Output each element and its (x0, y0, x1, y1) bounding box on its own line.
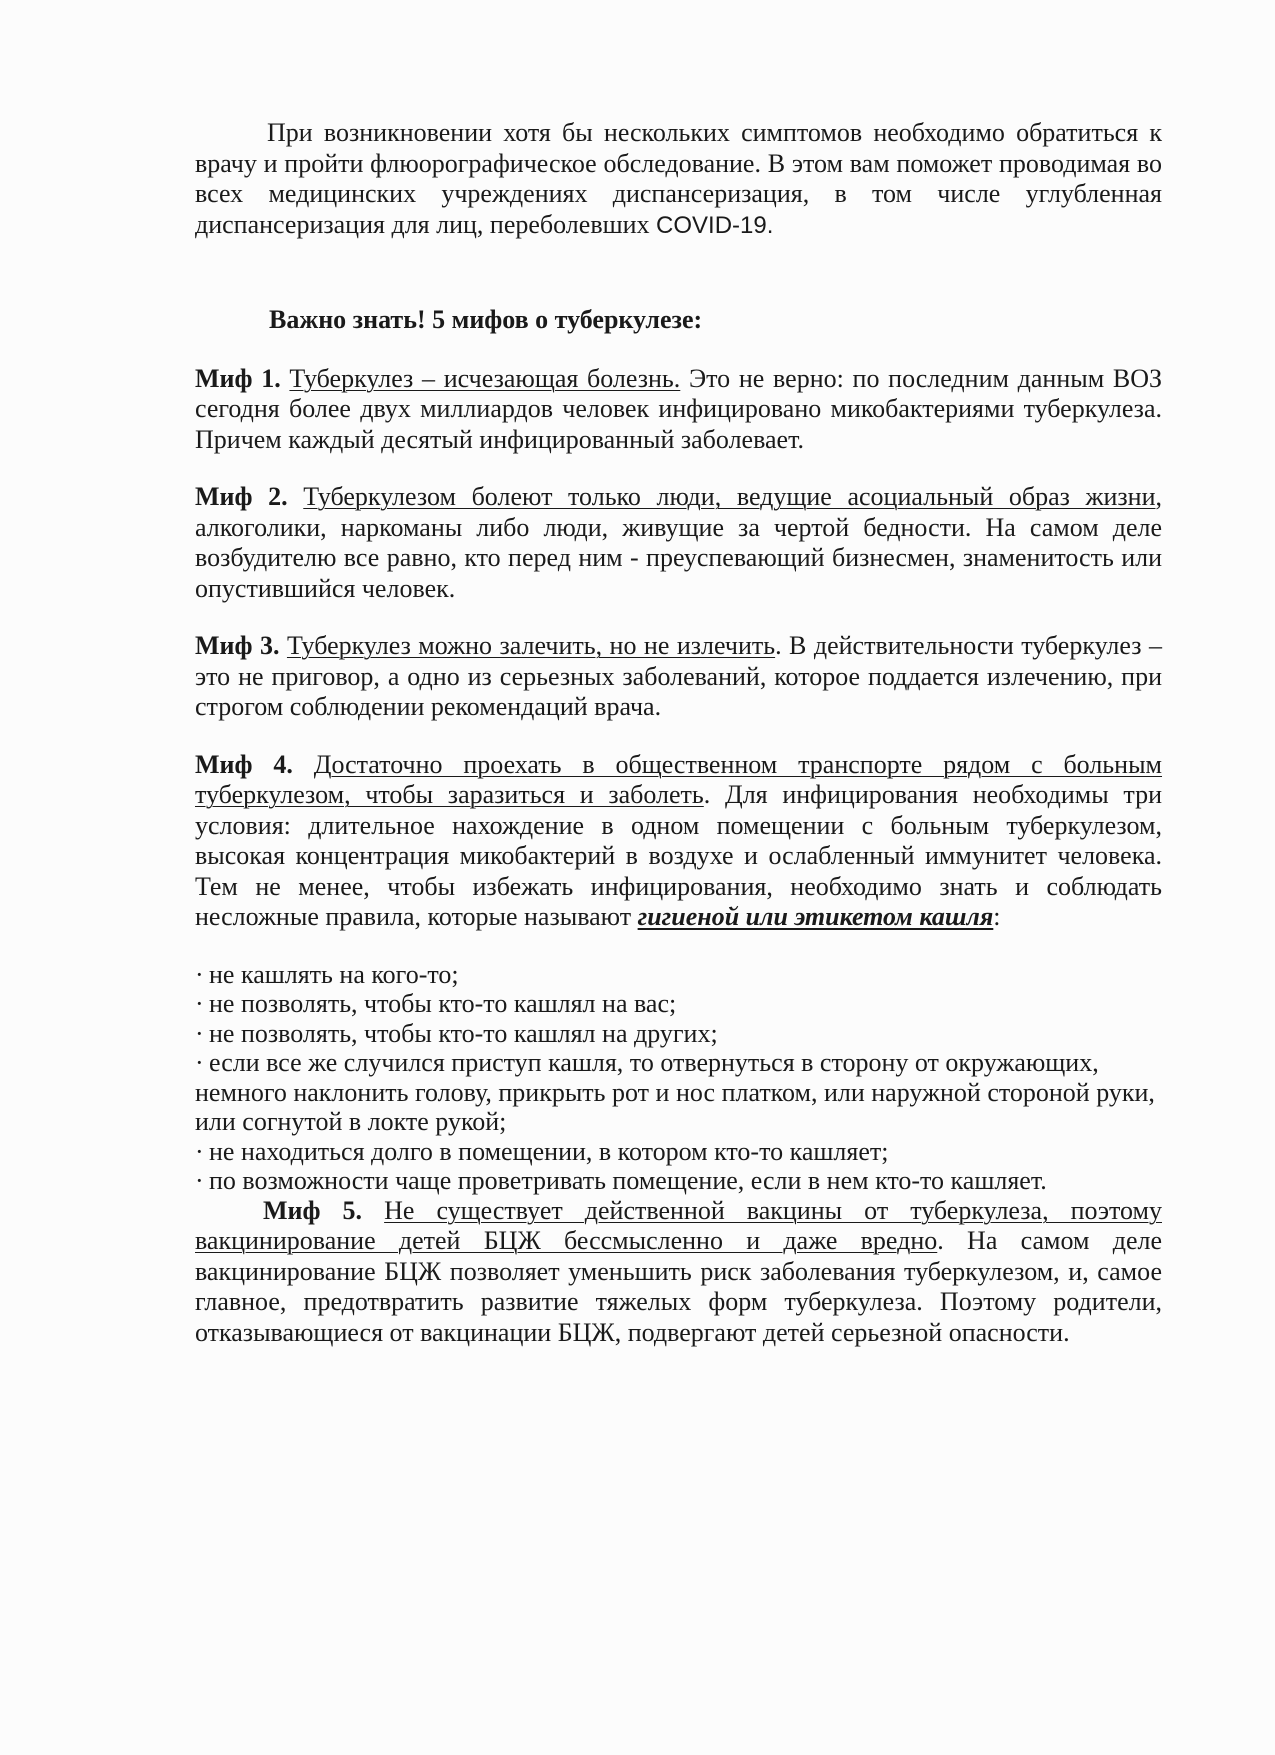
document-body (195, 118, 1162, 1348)
myth-1-label: Миф 1. (195, 363, 281, 393)
myth-5-explanation: . На самом деле вакцинирование БЦЖ позволяет уменьшить риск заболевания туберкулезом, и, самое главное, предотвратить развитие тяжелых форм туберкулеза. Поэтому родители, отказывающиеся от вакцинации БЦЖ, подвергают детей серьезной опасности. (195, 1226, 1162, 1347)
bullet-icon: · (195, 1048, 204, 1077)
myth-2-explanation: , алкоголики, наркоманы либо люди, живущие за чертой бедности. На самом деле возбудителю все равно, кто перед ним - преуспевающий бизнесмен, знаменитость или опустившийся человек. (195, 482, 1163, 603)
myth-5-label: Миф 5. (263, 1195, 363, 1225)
bullet-icon: · (195, 959, 204, 989)
list-item: · не позволять, чтобы кто-то кашлял на вас; (195, 989, 677, 1018)
myth-1-paragraph (195, 364, 1162, 456)
myth-1-statement: Туберкулез – исчезающая болезнь. (289, 363, 681, 393)
myth-5-paragraph (195, 1196, 1162, 1349)
myth-4-paragraph (195, 750, 1162, 933)
list-item: · не позволять, чтобы кто-то кашлял на других; (195, 1018, 718, 1048)
myth-2-paragraph (195, 482, 1162, 604)
section-heading: Важно знать! 5 мифов о туберкулезе: (269, 305, 703, 334)
myth-1-explanation: Это не верно: по последним данным ВОЗ сегодня более двух миллиардов человек инфицировано микобактериями туберкулеза. Причем каждый десятый инфицированный заболевает. (195, 363, 1162, 454)
myth-4-statement: Достаточно проехать в общественном транспорте рядом с больным туберкулезом, чтобы заразиться и заболеть (195, 749, 1163, 809)
bullet-icon: · (195, 1018, 204, 1048)
list-item: · не кашлять на кого-то; (195, 959, 459, 989)
myth-4-explanation: . Для инфицирования необходимы три условия: длительное нахождение в одном помещении с больным туберкулезом, высокая концентрация микобактерий в воздухе и ослабленный иммунитет человека. Тем не менее, чтобы избежать инфицирования, необходимо знать и соблюдать несложные правила, которые называют (195, 780, 1162, 931)
bullet-icon: · (195, 989, 204, 1018)
bullet-icon: · (195, 1166, 204, 1195)
myth-3-paragraph (195, 631, 1162, 723)
intro-text: При возникновении хотя бы нескольких симптомов необходимо обратиться к врачу и пройти флюорографическое обследование. В этом вам поможет проводимая во всех медицинских учреждениях диспансеризация, в том числе углубленная диспансеризация для лиц, переболевших (195, 118, 1162, 239)
myth-3-label: Миф 3. (195, 631, 280, 660)
myth-2-label: Миф 2. (195, 482, 288, 511)
cough-etiquette-term: гигиеной или этикетом кашля (637, 902, 994, 931)
myth-5-statement: Не существует действенной вакцины от туберкулеза, поэтому вакцинирование детей БЦЖ бессмысленно и даже вредно (195, 1195, 1162, 1255)
list-item: · по возможности чаще проветривать помещение, если в нем кто-то кашляет. (195, 1166, 1047, 1195)
intro-paragraph (195, 118, 1162, 241)
myth-3-statement: Туберкулез можно залечить, но не излечить (286, 631, 776, 660)
list-item: · если все же случился приступ кашля, то отвернуться в сторону от окружающих, немного наклонить голову, прикрыть рот и нос платком, или наружной стороной руки, или согнутой в локте рукой; (195, 1048, 1155, 1136)
myth-4-tail: : (993, 902, 1001, 931)
bullet-icon: · (195, 1136, 204, 1166)
myth-4-label: Миф 4. (195, 749, 293, 779)
covid-label: COVID-19. (656, 211, 774, 239)
myth-2-statement: Туберкулезом болеют только люди, ведущие асоциальный образ жизни (303, 482, 1156, 511)
list-item: · не находиться долго в помещении, в котором кто-то кашляет; (195, 1136, 889, 1166)
myth-3-explanation: . В действительности туберкулез – это не приговор, а одно из серьезных заболеваний, которое поддается излечению, при строгом соблюдении рекомендаций врача. (195, 631, 1163, 721)
cough-etiquette-list (195, 960, 1162, 1196)
